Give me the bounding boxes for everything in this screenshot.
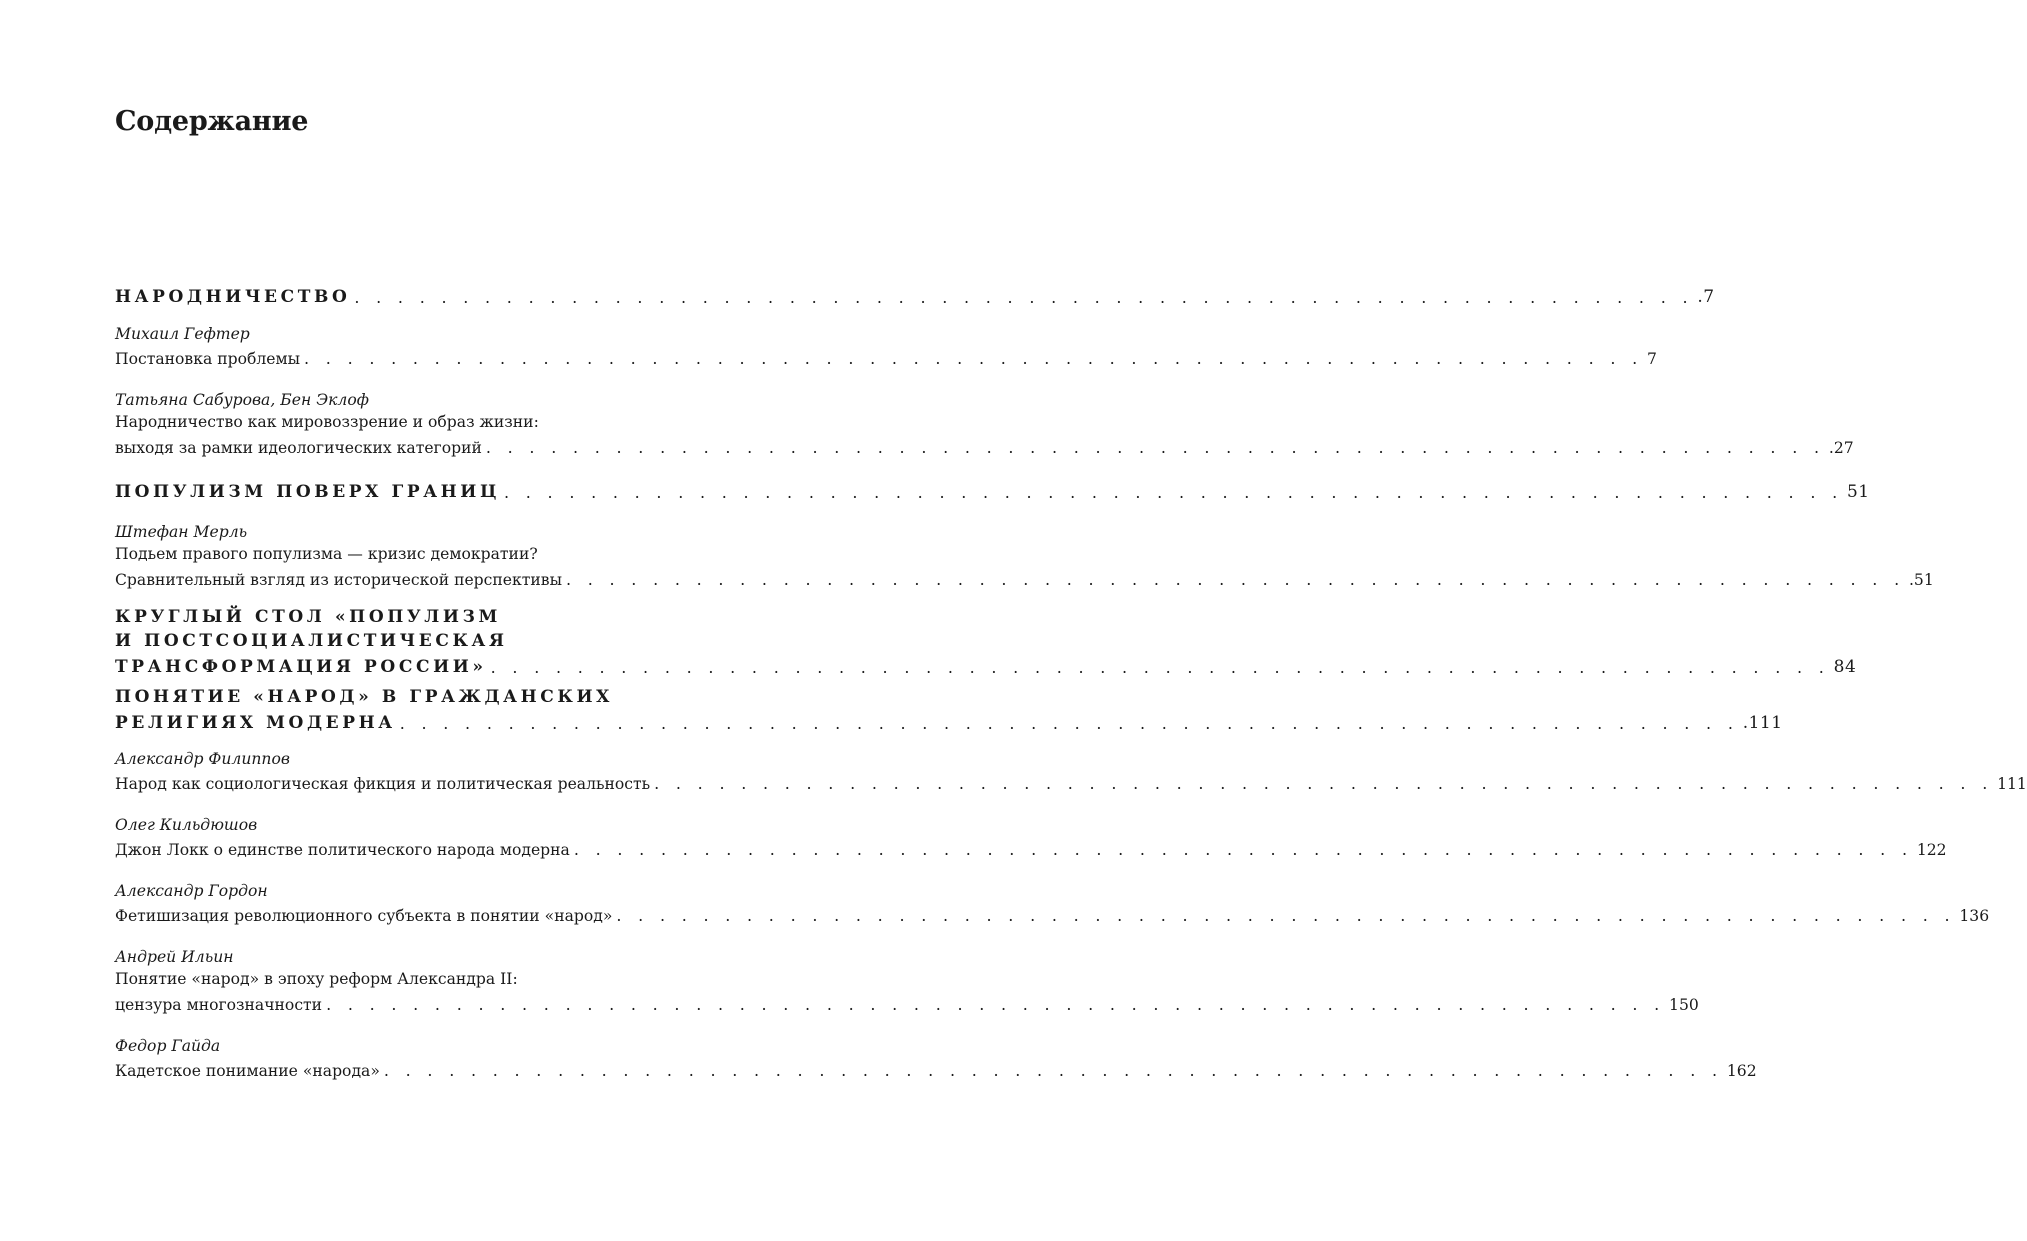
toc-entry[interactable] — [115, 946, 1699, 1014]
toc-entry-title: Народ как социологическая фикция и политическая реальность — [115, 775, 651, 793]
leader-dots: . . . . . . . . . . . . . . . . . . . . . . . . . . . . . . . . . . . . . . . . . . . . . . . . . . . . . . . . . . . . . . — [616, 906, 1956, 925]
page-number: 162 — [1726, 1062, 1757, 1080]
toc-entry[interactable] — [115, 389, 1854, 457]
toc-entry[interactable] — [115, 1035, 1757, 1080]
toc-entry-title-line: Сравнительный взгляд из исторической перспективы — [115, 571, 562, 589]
toc-entry[interactable] — [115, 748, 2027, 793]
leader-dots: . . . . . . . . . . . . . . . . . . . . . . . . . . . . . . . . . . . . . . . . . . . . . . . . . . . . . . . . . . . . . . — [304, 349, 1643, 368]
toc-entry-title-line: выходя за рамки идеологических категорий — [115, 439, 482, 457]
page-number: .27 — [1828, 439, 1854, 457]
toc-entry-title: НАРОДНИЧЕСТВО — [115, 287, 351, 307]
leader-dots: . . . . . . . . . . . . . . . . . . . . . . . . . . . . . . . . . . . . . . . . . . . . . . . . . . . . . . . . . . . . . . — [573, 840, 1913, 859]
toc-entry-title-line: И ПОСТСОЦИАЛИСТИЧЕСКАЯ — [115, 631, 508, 651]
leader-dots: . . . . . . . . . . . . . . . . . . . . . . . . . . . . . . . . . . . . . . . . . . . . . . . . . . . . . . . . . . . . . . — [654, 774, 1994, 793]
page-number: .111 — [1742, 713, 1783, 733]
toc-entry-title-line: КРУГЛЫЙ СТОЛ «ПОПУЛИЗМ — [115, 607, 501, 627]
toc-section[interactable] — [115, 605, 1857, 677]
leader-dots: . . . . . . . . . . . . . . . . . . . . . . . . . . . . . . . . . . . . . . . . . . . . . . . . . . . . . . . . . . . . . . — [504, 483, 1843, 502]
leader-dots: . . . . . . . . . . . . . . . . . . . . . . . . . . . . . . . . . . . . . . . . . . . . . . . . . . . . . . . . . . . . . . — [326, 995, 1666, 1014]
page-number: .7 — [1697, 287, 1715, 307]
page-number: 51 — [1846, 482, 1870, 502]
toc-section[interactable] — [115, 685, 1783, 733]
toc-entry[interactable] — [115, 880, 1990, 925]
page-title: Содержание — [115, 106, 309, 137]
page-number: .51 — [1908, 571, 1934, 589]
leader-dots: . . . . . . . . . . . . . . . . . . . . . . . . . . . . . . . . . . . . . . . . . . . . . . . . . . . . . . . . . . . . . . — [565, 570, 1905, 589]
leader-dots: . . . . . . . . . . . . . . . . . . . . . . . . . . . . . . . . . . . . . . . . . . . . . . . . . . . . . . . . . . . . . . — [490, 658, 1830, 677]
toc-entry-title-line: Народничество как мировоззрение и образ жизни: — [115, 413, 539, 431]
leader-dots: . . . . . . . . . . . . . . . . . . . . . . . . . . . . . . . . . . . . . . . . . . . . . . . . . . . . . . . . . . . . . . — [399, 714, 1739, 733]
author-name: Андрей Ильин — [115, 948, 234, 966]
page-number: 136 — [1959, 907, 1990, 925]
toc-entry-title-line: ПОНЯТИЕ «НАРОД» В ГРАЖДАНСКИХ — [115, 687, 613, 707]
toc-entry-title: Постановка проблемы — [115, 350, 301, 368]
author-name: Федор Гайда — [115, 1037, 221, 1055]
toc-entry-title-line: цензура многозначности — [115, 996, 323, 1014]
toc-entry-title-line: Подьем правого популизма — кризис демократии? — [115, 545, 538, 563]
toc-entry[interactable] — [115, 521, 1934, 589]
author-name: Михаил Гефтер — [115, 325, 250, 343]
toc-entry-title: Кадетское понимание «народа» — [115, 1062, 380, 1080]
leader-dots: . . . . . . . . . . . . . . . . . . . . . . . . . . . . . . . . . . . . . . . . . . . . . . . . . . . . . . . . . . . . . . — [354, 288, 1694, 307]
toc-section[interactable] — [115, 478, 1870, 502]
author-name: Олег Кильдюшов — [115, 816, 258, 834]
author-name: Татьяна Сабурова, Бен Эклоф — [115, 391, 369, 409]
toc-entry-title-line: ТРАНСФОРМАЦИЯ РОССИИ» — [115, 657, 487, 677]
toc-entry[interactable] — [115, 323, 1657, 368]
author-name: Штефан Мерль — [115, 523, 248, 541]
toc-entry-title: Фетишизация революционного субъекта в понятии «народ» — [115, 907, 613, 925]
page-number: 122 — [1916, 841, 1947, 859]
leader-dots: . . . . . . . . . . . . . . . . . . . . . . . . . . . . . . . . . . . . . . . . . . . . . . . . . . . . . . . . . . . . . . — [383, 1061, 1723, 1080]
toc-entry[interactable] — [115, 814, 1947, 859]
toc-entry-title-line: РЕЛИГИЯХ МОДЕРНА — [115, 713, 396, 733]
toc-entry-title-line: Понятие «народ» в эпоху реформ Александра II: — [115, 970, 518, 988]
author-name: Александр Гордон — [115, 882, 268, 900]
author-name: Александр Филиппов — [115, 750, 290, 768]
page-number: 150 — [1669, 996, 1699, 1014]
leader-dots: . . . . . . . . . . . . . . . . . . . . . . . . . . . . . . . . . . . . . . . . . . . . . . . . . . . . . . . . . . . . . . — [485, 438, 1825, 457]
toc-entry-title: ПОПУЛИЗМ ПОВЕРХ ГРАНИЦ — [115, 482, 501, 502]
page-number: 7 — [1647, 350, 1657, 368]
page-number: 84 — [1833, 657, 1857, 677]
page-number: 111 — [1997, 775, 2027, 793]
toc-section-populism-narodnichestvo[interactable] — [115, 283, 1715, 307]
toc-entry-title: Джон Локк о единстве политического народа модерна — [115, 841, 570, 859]
